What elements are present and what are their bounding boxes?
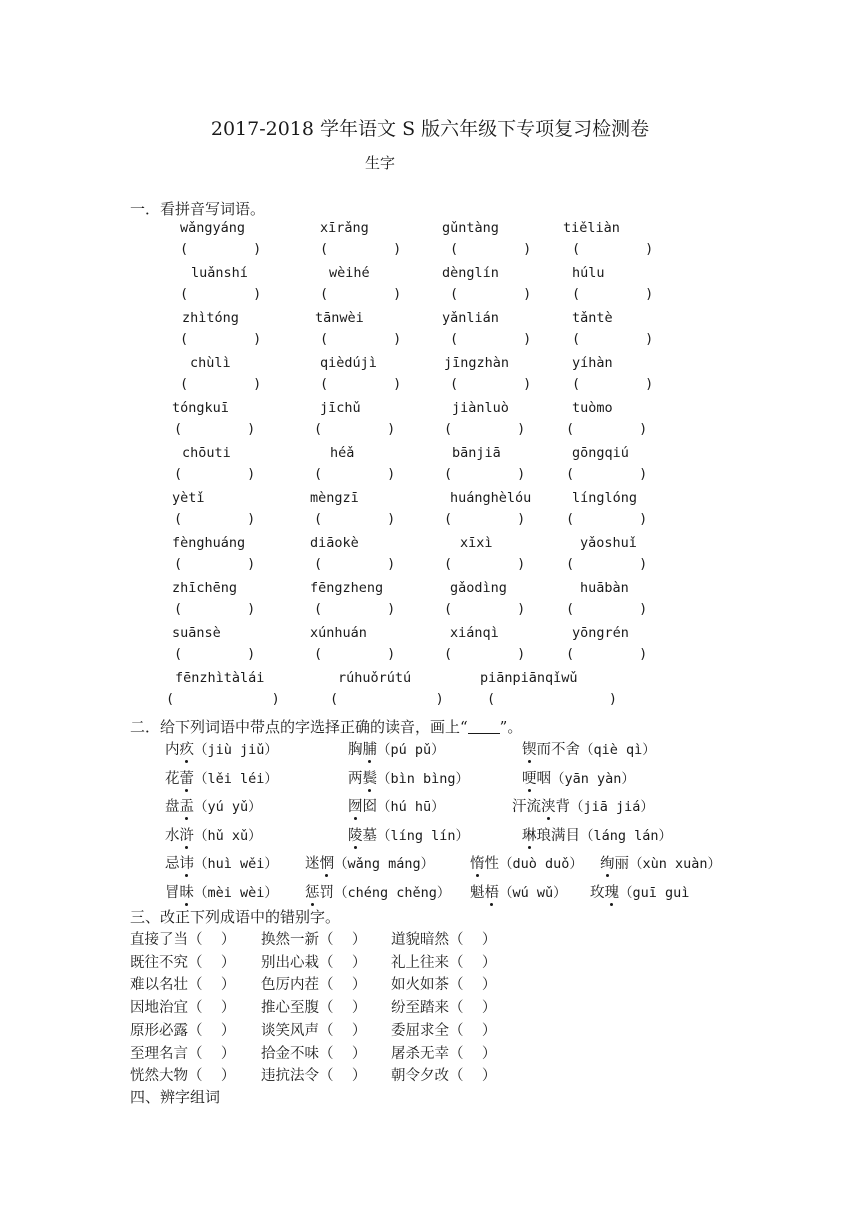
- answer-blank: ( ): [444, 421, 526, 437]
- idiom-correction-item: 违抗法令（ ）: [261, 1068, 367, 1085]
- pronunciation-item: [165, 824, 262, 845]
- pinyin-cue: xiánqì: [450, 625, 499, 641]
- pronunciation-item: [522, 738, 656, 759]
- answer-blank: ( ): [320, 286, 402, 302]
- pronunciation-item: [165, 767, 278, 788]
- word-prefix: 内: [165, 742, 180, 758]
- answer-blank: ( ): [166, 691, 280, 707]
- pinyin-cue: gōngqiú: [572, 445, 629, 461]
- word-prefix: 两: [348, 770, 363, 787]
- word-suffix: 咽: [536, 770, 551, 787]
- section4-heading: 四、辨字组词: [130, 1088, 221, 1106]
- pinyin-cue: fēnzhìtàlái: [175, 670, 265, 686]
- idiom-correction-item: 至理名言（ ）: [130, 1045, 236, 1062]
- reading-options: （wú wǔ）: [499, 884, 567, 901]
- answer-blank: ( ): [314, 466, 396, 482]
- answer-blank: ( ): [320, 376, 402, 392]
- reading-options: （chéng chěng）: [334, 884, 451, 901]
- dotted-char: 脯: [363, 738, 378, 759]
- reading-options: （yú yǔ）: [194, 799, 262, 815]
- answer-blank: ( ): [180, 376, 262, 392]
- word-suffix: 琅满目: [536, 827, 580, 844]
- idiom-correction-item: 难以名壮（ ）: [130, 977, 236, 994]
- pinyin-cue: tuòmo: [572, 400, 613, 416]
- pinyin-cue: xúnhuán: [310, 625, 367, 641]
- idiom-correction-item: 屠杀无幸（ ）: [391, 1045, 497, 1062]
- dotted-char: 浒: [180, 824, 195, 845]
- reading-options: （láng lán）: [580, 827, 673, 844]
- dotted-char: 讳: [180, 852, 195, 873]
- dotted-char: 鬓: [363, 767, 378, 788]
- pinyin-cue: jīngzhàn: [444, 355, 510, 371]
- pinyin-cue: fènghuáng: [172, 535, 246, 551]
- answer-blank: ( ): [566, 601, 648, 617]
- pronunciation-item: [348, 824, 469, 845]
- answer-blank: ( ): [180, 241, 262, 257]
- answer-blank: ( ): [450, 376, 532, 392]
- pinyin-cue: bānjiā: [452, 445, 501, 461]
- pronunciation-item: [522, 767, 635, 788]
- pronunciation-item: [165, 881, 278, 902]
- reading-options: （xùn xuàn）: [629, 856, 722, 872]
- pronunciation-item: [165, 738, 278, 759]
- word-suffix: 墓: [362, 827, 377, 844]
- answer-blank: ( ): [566, 466, 648, 482]
- answer-blank: ( ): [330, 691, 444, 707]
- pinyin-cue: rúhuǒrútú: [338, 670, 412, 686]
- idiom-correction-item: 因地治宜（ ）: [130, 1000, 236, 1017]
- pronunciation-item: [165, 852, 278, 873]
- idiom-correction-item: 纷至踏来（ ）: [391, 1000, 497, 1017]
- pinyin-cue: chùlì: [190, 355, 231, 371]
- pinyin-cue: yǎoshuǐ: [580, 535, 637, 551]
- pinyin-cue: huābàn: [580, 580, 629, 596]
- pronunciation-item: [470, 852, 583, 873]
- word-suffix: 而不舍: [536, 742, 580, 758]
- pronunciation-item: [600, 852, 721, 873]
- pinyin-cue: yètǐ: [172, 490, 205, 506]
- reading-options: （mèi wèi）: [194, 884, 278, 901]
- answer-blank: ( ): [180, 331, 262, 347]
- pinyin-cue: luǎnshí: [191, 265, 248, 281]
- idiom-correction-item: 谈笑风声（ ）: [261, 1022, 367, 1039]
- answer-blank: ( ): [314, 556, 396, 572]
- pronunciation-item: [470, 881, 567, 902]
- idiom-correction-item: 色厉内茬（ ）: [261, 977, 367, 994]
- pinyin-cue: zhīchēng: [172, 580, 238, 596]
- pinyin-cue: tóngkuī: [172, 400, 229, 416]
- answer-blank: ( ): [174, 421, 256, 437]
- idiom-correction-item: 如火如茶（ ）: [391, 977, 497, 994]
- word-suffix: 性: [484, 856, 499, 872]
- dotted-char: 梧: [485, 881, 500, 902]
- reading-options: （qiè qì）: [580, 742, 656, 758]
- word-prefix: 汗流: [512, 799, 541, 815]
- reading-options: （jiā jiá）: [570, 799, 654, 815]
- answer-blank: ( ): [174, 646, 256, 662]
- word-prefix: 迷: [305, 856, 320, 872]
- reading-options: （huì wěi）: [194, 856, 278, 872]
- reading-options: （lěi léi）: [194, 770, 278, 787]
- reading-options: （wǎng máng）: [334, 856, 435, 872]
- answer-blank: ( ): [444, 646, 526, 662]
- section2-heading: [130, 716, 522, 737]
- pinyin-cue: diāokè: [310, 535, 359, 551]
- pinyin-cue: piānpiānqǐwǔ: [480, 670, 578, 686]
- reading-options: （bìn bìng）: [377, 770, 470, 787]
- answer-blank: ( ): [450, 286, 532, 302]
- answer-blank: ( ): [314, 601, 396, 617]
- pinyin-cue: suānsè: [172, 625, 221, 641]
- pronunciation-item: [348, 738, 445, 759]
- pinyin-cue: tānwèi: [315, 310, 364, 326]
- word-prefix: 玫: [590, 884, 605, 901]
- answer-blank: ( ): [572, 376, 654, 392]
- answer-blank: ( ): [444, 556, 526, 572]
- pronunciation-item: [305, 881, 450, 902]
- pinyin-cue: chōuti: [182, 445, 231, 461]
- reading-options: （hú hū）: [377, 799, 445, 815]
- underline-blank: [468, 719, 500, 734]
- answer-blank: ( ): [566, 511, 648, 527]
- answer-blank: ( ): [572, 286, 654, 302]
- dotted-char: 惩: [305, 881, 320, 902]
- answer-blank: ( ): [572, 331, 654, 347]
- pinyin-cue: fēngzheng: [310, 580, 384, 596]
- word-suffix: 囵: [362, 799, 377, 815]
- dotted-char: 浃: [541, 795, 556, 816]
- section1-heading: 一．看拼音写词语。: [130, 200, 266, 218]
- pinyin-cue: jiànluò: [452, 400, 509, 416]
- dotted-char: 盂: [180, 795, 195, 816]
- pinyin-cue: xīxì: [460, 535, 493, 551]
- idiom-correction-item: 道貌暗然（ ）: [391, 932, 497, 948]
- idiom-correction-item: 恍然大物（ ）: [130, 1068, 236, 1085]
- idiom-correction-item: 礼上往来（ ）: [391, 954, 497, 971]
- dotted-char: 蕾: [180, 767, 195, 788]
- idiom-correction-item: 拾金不味（ ）: [261, 1045, 367, 1062]
- pinyin-cue: yíhàn: [572, 355, 613, 371]
- word-prefix: 忌: [165, 856, 180, 872]
- word-prefix: 水: [165, 827, 180, 844]
- reading-options: （yān yàn）: [551, 770, 635, 787]
- idiom-correction-item: 推心至腹（ ）: [261, 1000, 367, 1017]
- pronunciation-item: [305, 852, 434, 873]
- answer-blank: ( ): [314, 646, 396, 662]
- word-prefix: 花: [165, 770, 180, 787]
- pronunciation-item: [348, 795, 445, 816]
- idiom-correction-item: 既往不究（ ）: [130, 954, 236, 971]
- pinyin-cue: tǎntè: [572, 310, 613, 326]
- idiom-correction-item: 别出心栽（ ）: [261, 954, 367, 971]
- idiom-correction-item: 原形必露（ ）: [130, 1022, 236, 1039]
- pronunciation-item: [590, 881, 689, 902]
- dotted-char: 惘: [320, 852, 335, 873]
- answer-blank: ( ): [444, 601, 526, 617]
- pinyin-cue: wǎngyáng: [180, 220, 246, 236]
- answer-blank: ( ): [174, 511, 256, 527]
- page-title: 2017-2018 学年语文 S 版六年级下专项复习检测卷: [210, 118, 650, 140]
- answer-blank: ( ): [174, 601, 256, 617]
- answer-blank: ( ): [566, 646, 648, 662]
- reading-options: （hǔ xǔ）: [194, 827, 262, 844]
- pinyin-cue: yǎnlián: [442, 310, 499, 326]
- answer-blank: ( ): [487, 691, 618, 707]
- word-prefix: 冒: [165, 884, 180, 901]
- answer-blank: ( ): [566, 421, 648, 437]
- pinyin-cue: wèihé: [329, 265, 370, 281]
- pronunciation-item: [165, 795, 262, 816]
- pinyin-cue: jīchǔ: [320, 400, 361, 416]
- pronunciation-item: [512, 795, 654, 816]
- dotted-char: 瑰: [605, 881, 620, 902]
- answer-blank: ( ): [180, 286, 262, 302]
- idiom-correction-item: 直接了当（ ）: [130, 932, 236, 948]
- pinyin-cue: húlu: [572, 265, 605, 281]
- pinyin-cue: yōngrén: [572, 625, 629, 641]
- dotted-char: 昧: [180, 881, 195, 902]
- reading-options: （duò duǒ）: [499, 856, 583, 872]
- dotted-char: 惰: [470, 852, 485, 873]
- reading-options: （jiù jiǔ）: [194, 742, 278, 758]
- pinyin-cue: dènglín: [442, 265, 499, 281]
- pinyin-cue: héǎ: [330, 445, 355, 461]
- reading-options: （pú pǔ）: [377, 742, 445, 758]
- dotted-char: 囫: [348, 795, 363, 816]
- answer-blank: ( ): [444, 511, 526, 527]
- answer-blank: ( ): [314, 421, 396, 437]
- answer-blank: ( ): [174, 556, 256, 572]
- answer-blank: ( ): [450, 331, 532, 347]
- dotted-char: 锲: [522, 738, 537, 759]
- pinyin-cue: qièdújì: [320, 355, 377, 371]
- pinyin-cue: línglóng: [572, 490, 638, 506]
- section3-heading: 三、改正下列成语中的错别字。: [130, 908, 341, 926]
- dotted-char: 陵: [348, 824, 363, 845]
- dotted-char: 哽: [522, 767, 537, 788]
- dotted-char: 疚: [180, 738, 195, 759]
- pronunciation-item: [522, 824, 672, 845]
- answer-blank: ( ): [320, 331, 402, 347]
- answer-blank: ( ): [174, 466, 256, 482]
- word-suffix: 背: [555, 799, 570, 815]
- pinyin-cue: huánghèlóu: [450, 490, 532, 506]
- dotted-char: 绚: [600, 852, 615, 873]
- word-prefix: 魁: [470, 884, 485, 901]
- section2-heading-end: ”。: [499, 718, 523, 736]
- idiom-correction-item: 换然一新（ ）: [261, 932, 367, 948]
- pronunciation-item: [348, 767, 469, 788]
- pinyin-cue: zhìtóng: [182, 310, 239, 326]
- answer-blank: ( ): [572, 241, 654, 257]
- page-subtitle: 生字: [365, 154, 396, 172]
- section2-heading-text: 二．给下列词语中带点的字选择正确的读音，画上“: [130, 718, 468, 736]
- word-prefix: 胸: [348, 742, 363, 758]
- word-prefix: 盘: [165, 799, 180, 815]
- pinyin-cue: mèngzī: [310, 490, 359, 506]
- reading-options: （líng lín）: [377, 827, 470, 844]
- idiom-correction-item: 朝令夕改（ ）: [391, 1068, 497, 1085]
- answer-blank: ( ): [314, 511, 396, 527]
- dotted-char: 琳: [522, 824, 537, 845]
- word-suffix: 丽: [614, 856, 629, 872]
- pinyin-cue: gǎodìng: [450, 580, 507, 596]
- answer-blank: ( ): [444, 466, 526, 482]
- word-suffix: 罚: [319, 884, 334, 901]
- idiom-correction-item: 委屈求全（ ）: [391, 1022, 497, 1039]
- reading-options: （guī guì: [619, 884, 690, 901]
- pinyin-cue: tiěliàn: [563, 220, 620, 236]
- answer-blank: ( ): [450, 241, 532, 257]
- pinyin-cue: xīrǎng: [320, 220, 369, 236]
- answer-blank: ( ): [320, 241, 402, 257]
- answer-blank: ( ): [566, 556, 648, 572]
- pinyin-cue: gǔntàng: [442, 220, 499, 236]
